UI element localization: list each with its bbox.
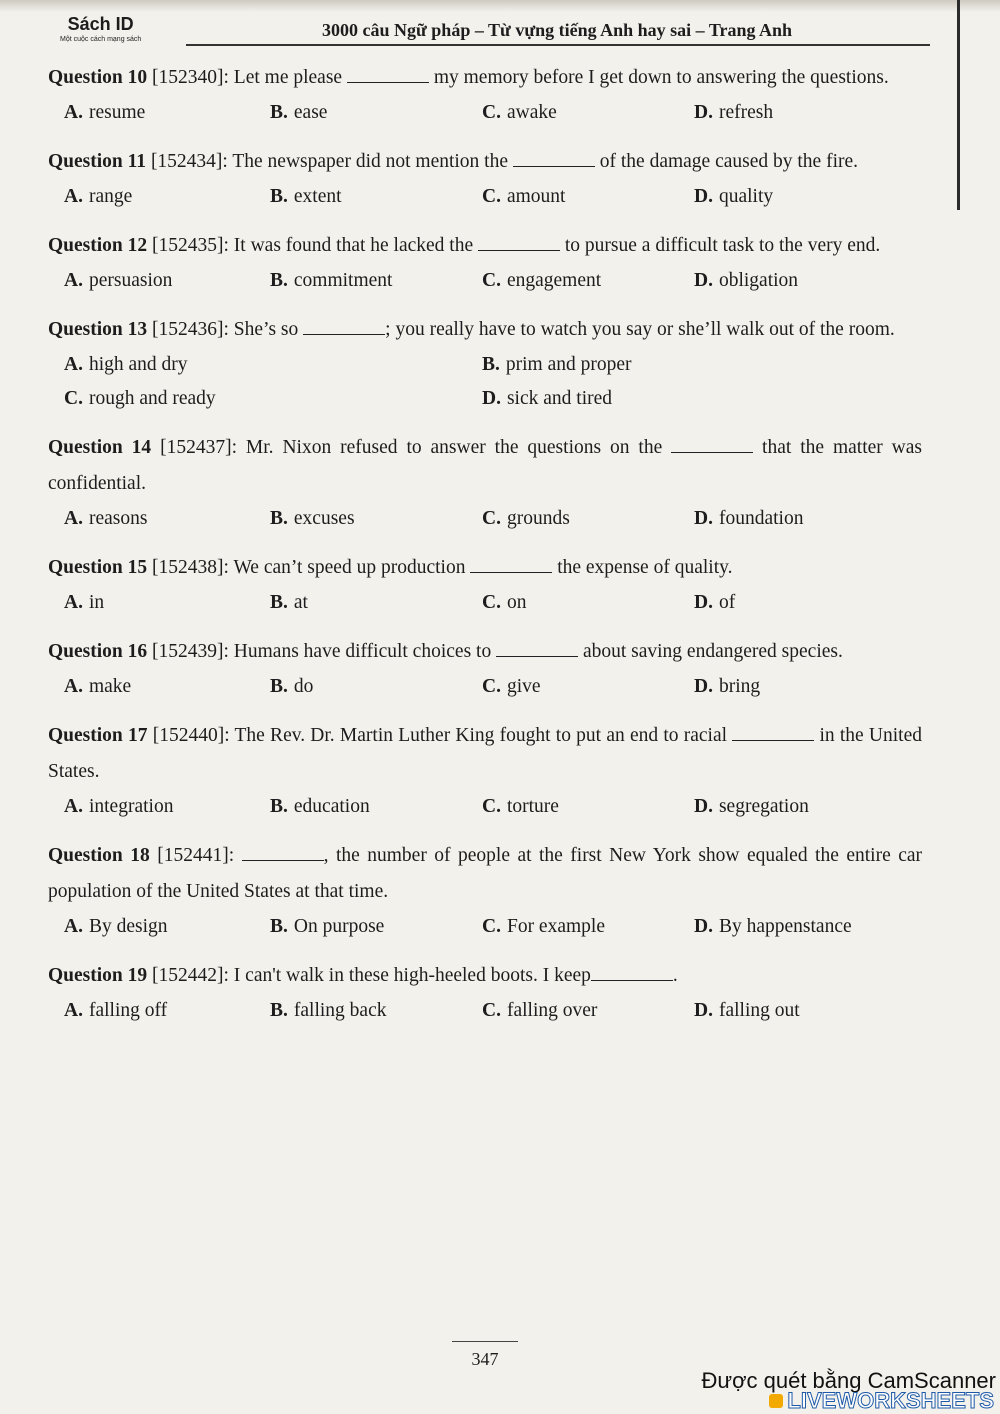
answer-options <box>48 264 922 298</box>
book-title: 3000 câu Ngữ pháp – Từ vựng tiếng Anh hay sai – Trang Anh <box>322 20 793 40</box>
option-text: awake <box>506 102 557 123</box>
option-letter: C. <box>482 270 501 291</box>
answer-blank <box>496 642 578 657</box>
answer-options <box>48 502 922 536</box>
answer-blank <box>347 68 429 83</box>
watermark-text: LIVEWORKSHEETS <box>787 1388 994 1413</box>
brand-logo <box>60 14 141 43</box>
question-id: [152437]: <box>160 437 238 458</box>
answer-option <box>694 180 906 214</box>
question-stem-after: the expense of quality. <box>552 557 733 578</box>
option-letter: D. <box>482 388 501 409</box>
option-text: extent <box>293 186 342 207</box>
watermark-logo <box>769 1388 994 1414</box>
option-letter: A. <box>64 186 83 207</box>
answer-option <box>64 670 270 704</box>
option-letter: B. <box>482 354 500 375</box>
option-text: foundation <box>718 508 804 529</box>
answer-option <box>64 180 270 214</box>
answer-blank <box>242 846 324 861</box>
question-text <box>48 958 922 994</box>
answer-option <box>64 994 270 1028</box>
option-text: bring <box>718 676 761 697</box>
option-letter: B. <box>270 186 288 207</box>
option-text: commitment <box>293 270 393 291</box>
option-letter: B. <box>270 592 288 613</box>
option-letter: B. <box>270 916 288 937</box>
question-id: [152435]: <box>152 235 229 256</box>
option-letter: B. <box>270 676 288 697</box>
option-letter: B. <box>270 508 288 529</box>
question-label: Question 16 <box>48 641 148 662</box>
question-id: [152438]: <box>152 557 229 578</box>
option-text: prim and proper <box>505 354 632 375</box>
question-item <box>48 718 922 824</box>
option-letter: C. <box>482 796 501 817</box>
option-letter: D. <box>694 796 713 817</box>
answer-option <box>64 586 270 620</box>
question-label: Question 10 <box>48 67 148 88</box>
answer-option <box>64 264 270 298</box>
option-text: falling back <box>293 1000 387 1021</box>
option-text: at <box>293 592 308 613</box>
question-stem-after: of the damage caused by the fire. <box>594 151 859 172</box>
option-text: resume <box>88 102 146 123</box>
option-text: excuses <box>293 508 355 529</box>
answer-option <box>270 264 482 298</box>
option-letter: A. <box>64 916 83 937</box>
question-stem-before: We can’t speed up production <box>228 557 471 578</box>
option-text: segregation <box>718 796 809 817</box>
option-text: falling over <box>506 1000 598 1021</box>
option-letter: D. <box>694 676 713 697</box>
option-letter: B. <box>270 796 288 817</box>
question-text <box>48 718 922 790</box>
option-text: For example <box>506 916 605 937</box>
option-text: falling off <box>88 1000 168 1021</box>
question-label: Question 17 <box>48 725 148 746</box>
option-text: persuasion <box>88 270 173 291</box>
question-id: [152340]: <box>152 67 229 88</box>
answer-blank <box>470 558 552 573</box>
question-stem-after: . <box>672 965 678 986</box>
answer-option <box>270 790 482 824</box>
answer-option <box>270 96 482 130</box>
option-text: engagement <box>506 270 602 291</box>
answer-options <box>48 910 922 944</box>
question-text <box>48 312 922 348</box>
answer-option <box>482 264 694 298</box>
answer-blank <box>671 438 753 453</box>
option-text: falling out <box>718 1000 800 1021</box>
option-letter: D. <box>694 102 713 123</box>
option-text: reasons <box>88 508 148 529</box>
question-id: [152434]: <box>150 151 228 172</box>
answer-option <box>64 382 482 416</box>
question-stem-before: The Rev. Dr. Martin Luther King fought to put an end to racial <box>229 725 733 746</box>
answer-blank <box>303 320 385 335</box>
question-text <box>48 838 922 910</box>
question-text <box>48 144 922 180</box>
answer-blank <box>478 236 560 251</box>
option-text: obligation <box>718 270 799 291</box>
answer-option <box>270 502 482 536</box>
option-text: high and dry <box>88 354 188 375</box>
option-letter: A. <box>64 1000 83 1021</box>
answer-option <box>694 994 906 1028</box>
option-text: sick and tired <box>506 388 613 409</box>
question-id: [152441]: <box>157 845 235 866</box>
question-label: Question 13 <box>48 319 148 340</box>
option-text: ease <box>293 102 328 123</box>
option-letter: B. <box>270 1000 288 1021</box>
option-text: amount <box>506 186 566 207</box>
option-text: integration <box>88 796 174 817</box>
question-text <box>48 228 922 264</box>
option-letter: C. <box>482 916 501 937</box>
question-label: Question 12 <box>48 235 148 256</box>
option-letter: D. <box>694 592 713 613</box>
question-text <box>48 60 922 96</box>
option-letter: D. <box>694 270 713 291</box>
option-text: in <box>88 592 105 613</box>
question-item <box>48 430 922 536</box>
option-text: By happenstance <box>718 916 852 937</box>
option-letter: D. <box>694 508 713 529</box>
option-text: on <box>506 592 527 613</box>
margin-line <box>957 0 960 210</box>
answer-option <box>64 910 270 944</box>
option-text: of <box>718 592 736 613</box>
question-stem-before: Humans have difficult choices to <box>228 641 497 662</box>
answer-option <box>482 502 694 536</box>
option-letter: C. <box>64 388 83 409</box>
answer-option <box>482 994 694 1028</box>
question-stem-after: ; you really have to watch you say or she’ll walk out of the room. <box>385 319 895 340</box>
option-text: On purpose <box>293 916 385 937</box>
option-letter: A. <box>64 592 83 613</box>
answer-options <box>48 790 922 824</box>
answer-option <box>482 790 694 824</box>
answer-option <box>64 96 270 130</box>
option-letter: A. <box>64 796 83 817</box>
answer-option <box>482 670 694 704</box>
question-stem-after: that the matter was confidential. <box>48 437 922 494</box>
answer-option <box>64 502 270 536</box>
watermark-icon <box>769 1394 783 1408</box>
answer-option <box>694 96 906 130</box>
option-letter: D. <box>694 916 713 937</box>
question-stem-before: She’s so <box>228 319 304 340</box>
page-number: 347 <box>471 1349 499 1369</box>
answer-options <box>48 96 922 130</box>
option-text: refresh <box>718 102 774 123</box>
answer-options <box>48 670 922 704</box>
option-text: make <box>88 676 132 697</box>
option-letter: A. <box>64 354 83 375</box>
scanner-note: Được quét bằng CamScanner <box>701 1368 996 1393</box>
question-stem-after: about saving endangered species. <box>578 641 843 662</box>
answer-options <box>48 348 922 416</box>
option-letter: B. <box>270 270 288 291</box>
answer-blank <box>732 726 814 741</box>
option-text: education <box>293 796 370 817</box>
question-stem-after: my memory before I get down to answering the questions. <box>428 67 889 88</box>
question-stem-after: in the United States. <box>48 725 922 782</box>
answer-blank <box>591 966 673 981</box>
answer-option <box>694 502 906 536</box>
option-letter: C. <box>482 1000 501 1021</box>
option-letter: A. <box>64 676 83 697</box>
option-letter: C. <box>482 186 501 207</box>
answer-option <box>482 382 900 416</box>
question-text <box>48 550 922 586</box>
question-list <box>48 60 922 1042</box>
question-item <box>48 838 922 944</box>
question-id: [152442]: <box>152 965 229 986</box>
brand-name: Sách ID <box>67 14 134 34</box>
answer-option <box>64 348 482 382</box>
option-letter: A. <box>64 508 83 529</box>
question-stem-after: , the number of people at the first New York show equaled the entire car population of the United States at that time. <box>48 845 923 902</box>
option-letter: C. <box>482 508 501 529</box>
option-letter: D. <box>694 1000 713 1021</box>
answer-option <box>694 670 906 704</box>
question-item <box>48 550 922 620</box>
option-text: torture <box>506 796 559 817</box>
page-header <box>60 14 930 54</box>
answer-option <box>270 180 482 214</box>
question-id: [152439]: <box>152 641 229 662</box>
question-stem-before: It was found that he lacked the <box>228 235 479 256</box>
answer-option <box>270 994 482 1028</box>
question-item <box>48 144 922 214</box>
option-letter: B. <box>270 102 288 123</box>
answer-option <box>482 96 694 130</box>
option-letter: D. <box>694 186 713 207</box>
question-stem-after: to pursue a difficult task to the very end. <box>560 235 881 256</box>
option-text: By design <box>88 916 168 937</box>
answer-option <box>270 670 482 704</box>
header-divider <box>186 44 930 46</box>
answer-option <box>482 586 694 620</box>
question-text <box>48 634 922 670</box>
question-item <box>48 312 922 416</box>
option-text: quality <box>718 186 774 207</box>
question-item <box>48 958 922 1028</box>
question-label: Question 19 <box>48 965 148 986</box>
question-item <box>48 634 922 704</box>
option-text: rough and ready <box>88 388 216 409</box>
brand-tagline: Một cuộc cách mạng sách <box>60 36 142 43</box>
answer-option <box>482 348 900 382</box>
answer-option <box>64 790 270 824</box>
footer-divider <box>452 1341 518 1342</box>
question-stem-before: I can't walk in these high-heeled boots. I keep <box>228 965 591 986</box>
question-text <box>48 430 922 502</box>
question-stem-before <box>234 845 241 866</box>
answer-option <box>482 180 694 214</box>
page-top-edge <box>0 0 1000 12</box>
answer-option <box>482 910 694 944</box>
question-stem-before: The newspaper did not mention the <box>227 151 513 172</box>
option-letter: A. <box>64 270 83 291</box>
question-label: Question 15 <box>48 557 148 578</box>
answer-option <box>694 910 906 944</box>
answer-option <box>694 586 906 620</box>
question-stem-before: Mr. Nixon refused to answer the questions on the <box>237 437 672 458</box>
question-label: Question 11 <box>48 151 147 172</box>
question-item <box>48 60 922 130</box>
answer-options <box>48 994 922 1028</box>
option-text: do <box>293 676 314 697</box>
question-label: Question 14 <box>48 437 152 458</box>
option-text: grounds <box>506 508 570 529</box>
question-id: [152436]: <box>152 319 229 340</box>
question-item <box>48 228 922 298</box>
answer-option <box>270 586 482 620</box>
answer-option <box>694 790 906 824</box>
question-label: Question 18 <box>48 845 150 866</box>
option-text: give <box>506 676 541 697</box>
answer-option <box>270 910 482 944</box>
question-stem-before: Let me please <box>228 67 347 88</box>
option-letter: C. <box>482 676 501 697</box>
option-text: range <box>88 186 133 207</box>
answer-blank <box>513 152 595 167</box>
option-letter: C. <box>482 102 501 123</box>
question-id: [152440]: <box>152 725 230 746</box>
option-letter: A. <box>64 102 83 123</box>
answer-option <box>694 264 906 298</box>
option-letter: C. <box>482 592 501 613</box>
answer-options <box>48 180 922 214</box>
answer-options <box>48 586 922 620</box>
